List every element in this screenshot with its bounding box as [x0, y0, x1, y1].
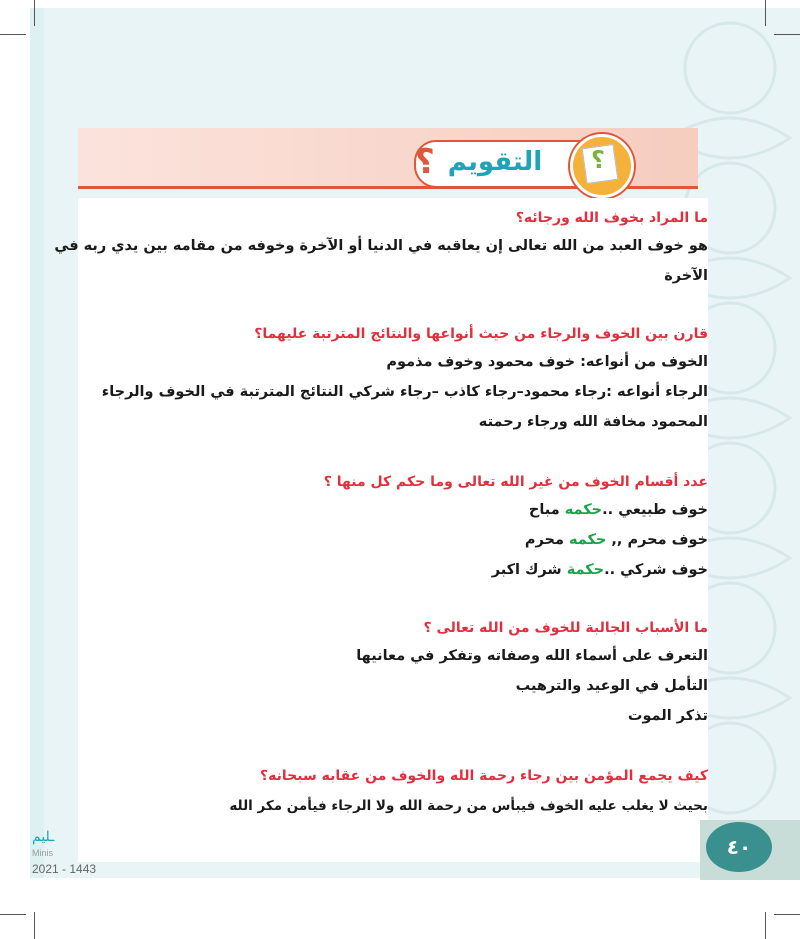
answer-2-line-2: الرجاء أنواعه :رجاء محمود–رجاء كاذب –رجاء شركي النتائج المترتبة في الخوف والرجاء [101, 384, 708, 400]
crop-mark [774, 34, 800, 35]
ruling-label: حكمه [568, 532, 607, 548]
footer-year: 2021 - 1443 [32, 862, 97, 876]
answer-2-line-1: الخوف من أنواعه: خوف محمود وخوف مذموم [386, 354, 708, 370]
question-mark-icon: ؟ [415, 142, 435, 182]
ruling-3 [88, 562, 708, 578]
left-strip [30, 8, 44, 878]
answer-2-line-3: المحمود مخافة الله ورجاء رحمته [478, 414, 708, 430]
crop-mark [34, 0, 35, 26]
ruling-type: خوف شركي .. [604, 562, 708, 578]
answer-4-line-1: التعرف على أسماء الله وصفاته وتفكر في معانيها [356, 648, 708, 664]
crop-mark [34, 912, 35, 939]
crop-mark [0, 914, 26, 915]
ruling-label: حكمة [566, 562, 605, 578]
answer-1-line-2: الآخرة [664, 268, 708, 284]
answer-4-line-3: تذكر الموت [627, 708, 708, 724]
crop-mark [765, 912, 766, 939]
crop-mark [765, 0, 766, 26]
page-number: ٤٠ [706, 822, 772, 872]
question-5: كيف يجمع المؤمن بين رجاء رحمة الله والخوف من عقابه سبحانه؟ [260, 768, 708, 784]
ruling-value: مباح [528, 502, 565, 518]
ruling-2 [88, 532, 708, 548]
question-2: قارن بين الخوف والرجاء من حيث أنواعها والنتائج المترتبة عليهما؟ [254, 326, 708, 342]
answer-1-line-1: هو خوف العبد من الله تعالى إن يعاقبه في الدنيا أو الآخرة وخوفه من مقامه بين يدي ربه في [54, 238, 708, 254]
crop-mark [774, 914, 800, 915]
crop-mark [0, 34, 26, 35]
answer-4-line-2: التأمل في الوعيد والترهيب [515, 678, 708, 694]
footer-ministry: Minis [32, 848, 54, 858]
ruling-type: خوف طبيعي .. [602, 502, 708, 518]
question-3: عدد أقسام الخوف من غير الله تعالى وما حكم كل منها ؟ [323, 474, 708, 490]
ruling-value: محرم [524, 532, 569, 548]
question-1: ما المراد بخوف الله ورجائه؟ [515, 210, 708, 226]
icon-question-mark: ؟ [591, 146, 605, 174]
ruling-type: خوف محرم ,, [606, 532, 708, 548]
ruling-value: شرك اكبر [491, 562, 567, 578]
ruling-label: حكمه [564, 502, 603, 518]
section-title: التقويم [440, 143, 550, 181]
answers-panel [54, 198, 708, 862]
question-4: ما الأسباب الجالبة للخوف من الله تعالى ؟ [423, 620, 708, 636]
answer-5-line-1: بحيث لا يغلب عليه الخوف فيبأس من رحمة الله ولا الرجاء فيأمن مكر الله [229, 798, 708, 814]
footer-brand: ـليم [32, 829, 55, 845]
ruling-1 [88, 502, 708, 518]
